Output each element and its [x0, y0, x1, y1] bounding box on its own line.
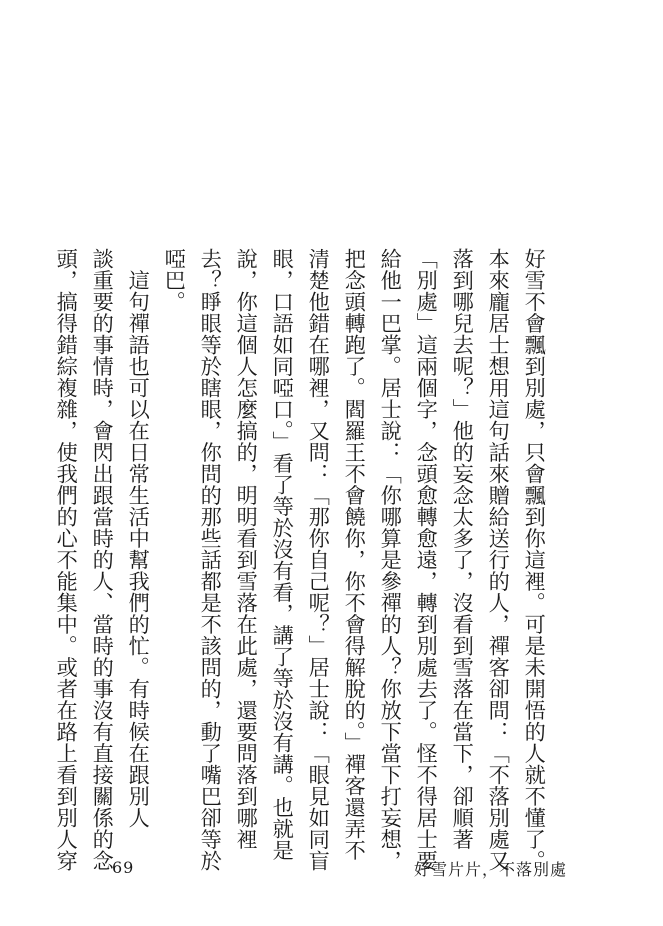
text-column-8: 眼，口語如同啞口。」看了等於沒有看，講了等於沒有講。也就是 [270, 248, 296, 861]
text-column-3: 落到哪兒去呢？」他的妄念太多了，沒看到雪落在當下，卻順著 [450, 248, 476, 850]
text-column-4: 「別處」這兩個字，念頭愈轉愈遠，轉到別處去了。怪不得居士要 [414, 248, 440, 872]
text-column-9: 說，你這個人怎麼搞的，明明看到雪落在此處，還要問落到哪裡 [234, 248, 260, 850]
text-column-10: 去？睜眼等於瞎眼，你問的那些話都是不該問的，動了嘴巴卻等於 [198, 248, 224, 872]
text-column-2: 本來龐居士想用這句話來贈給送行的人，禪客卻問：「不落別處又 [486, 248, 512, 872]
text-column-13: 談重要的事情時，會閃出跟當時的人、當時的事沒有直接關係的念 [90, 248, 116, 872]
text-column-11: 啞巴。 [162, 248, 188, 313]
text-column-6: 把念頭轉跑了。閻羅王不會饒你，你不會得解脫的。」禪客還弄不 [342, 248, 368, 861]
text-column-12: 這句禪語也可以在日常生活中幫我們的忙。有時候在跟別人 [126, 248, 152, 829]
text-column-5: 給他一巴掌。居士說：「你哪算是參禪的人？你放下當下打妄想， [378, 248, 404, 872]
text-column-14: 頭，搞得錯綜複雜，使我們的心不能集中。或者在路上看到別人穿 [54, 248, 80, 872]
running-title: 好雪片片，不落別處 [413, 860, 567, 879]
text-column-7: 清楚他錯在哪裡，又問：「那你自己呢？」居士說：「眼見如同盲 [306, 248, 332, 872]
page-number: 69 [112, 858, 135, 877]
text-column-1: 好雪不會飄到別處，只會飄到你這裡。可是未開悟的人就不懂了。 [522, 248, 548, 872]
